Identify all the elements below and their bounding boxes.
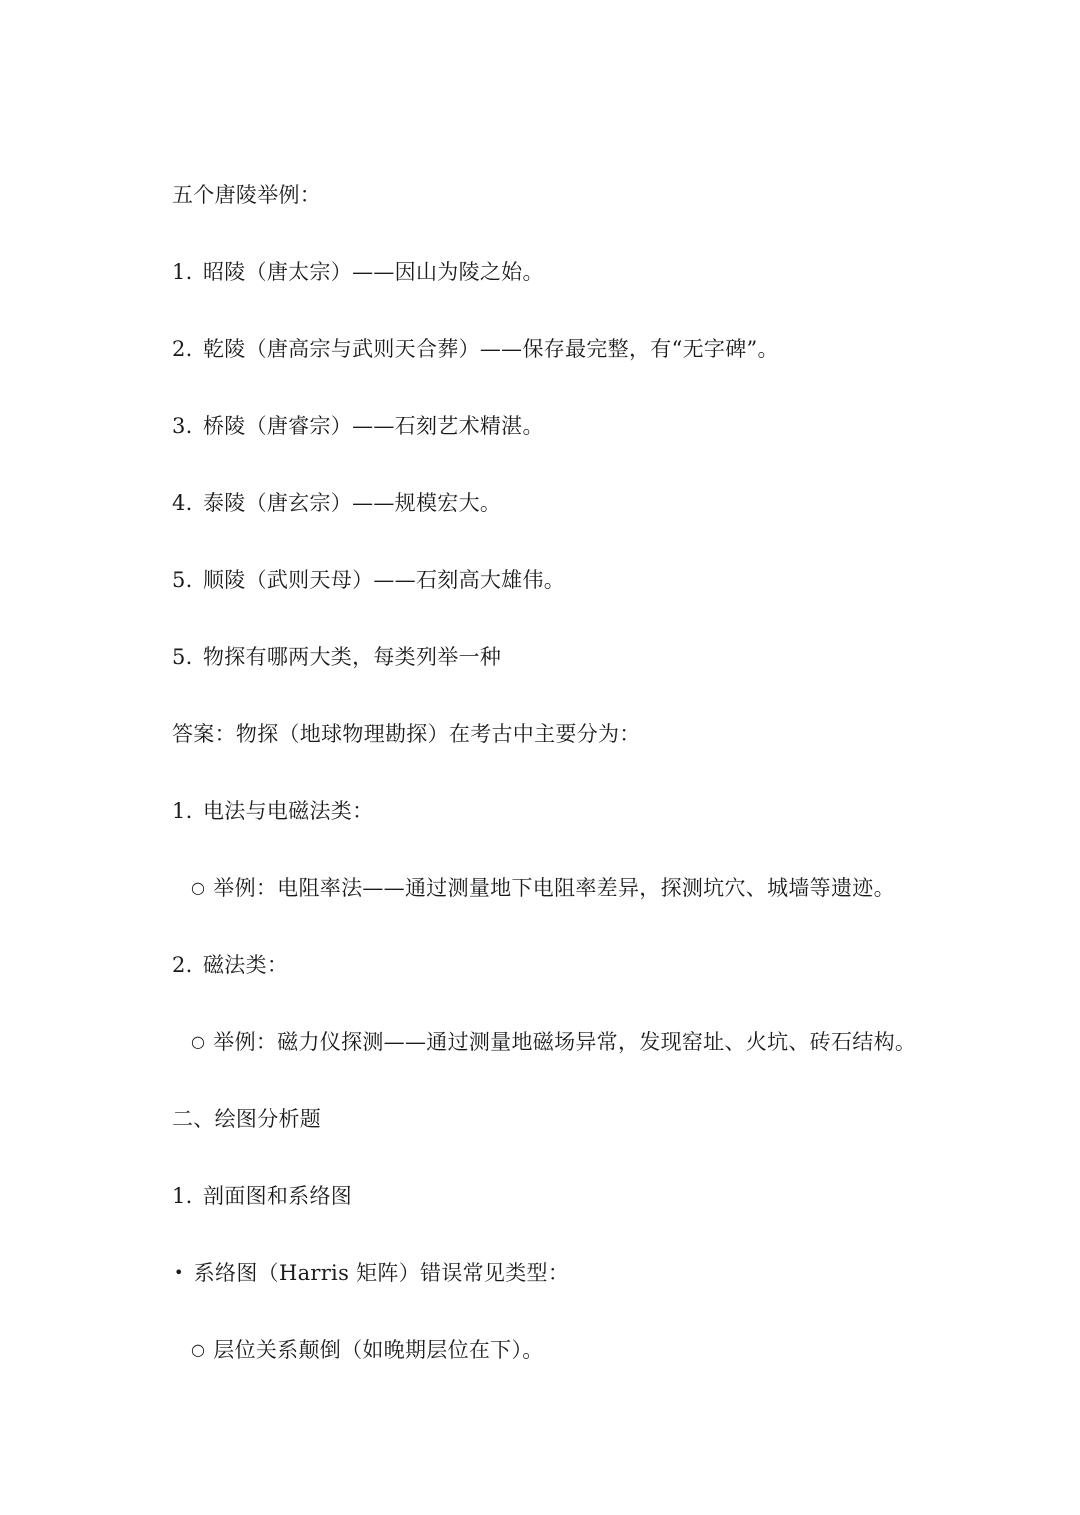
category-1-example <box>191 873 895 903</box>
category-title: 电法与电磁法类： <box>202 799 374 823</box>
hollow-bullet-icon: ○ <box>191 1032 206 1051</box>
list-number: 2. <box>172 337 193 361</box>
list-item-text: 顺陵（武则天母）——石刻高大雄伟。 <box>202 568 566 592</box>
list-number: 1. <box>172 799 193 823</box>
intro-text: 五个唐陵举例： <box>172 183 322 207</box>
hollow-bullet-icon: ○ <box>191 1340 206 1359</box>
list-number: 2. <box>172 953 193 977</box>
question-text: 物探有哪两大类，每类列举一种 <box>202 645 502 669</box>
list-number: 5. <box>172 568 193 592</box>
category-2-heading <box>172 950 288 980</box>
bullet-icon: • <box>174 1263 184 1282</box>
list-item-tomb-3 <box>172 411 544 441</box>
question-line <box>172 642 501 672</box>
subsection-title: 剖面图和系络图 <box>202 1184 353 1208</box>
section-heading <box>172 1104 321 1134</box>
list-item-tomb-1 <box>172 257 544 287</box>
hollow-bullet-icon: ○ <box>191 878 206 897</box>
example-text: 举例：电阻率法——通过测量地下电阻率差异，探测坑穴、城墙等遗迹。 <box>213 876 895 900</box>
error-text: 层位关系颠倒（如晚期层位在下）。 <box>213 1338 544 1362</box>
question-number: 5. <box>172 645 193 669</box>
list-item-tomb-5 <box>172 565 565 595</box>
list-item-text: 泰陵（唐玄宗）——规模宏大。 <box>202 491 502 515</box>
section-title: 二、绘图分析题 <box>172 1107 322 1131</box>
intro-heading <box>172 180 321 210</box>
list-number: 4. <box>172 491 193 515</box>
list-item-tomb-4 <box>172 488 501 518</box>
list-number: 1. <box>172 1184 193 1208</box>
answer-line <box>172 719 641 749</box>
list-item-text: 乾陵（唐高宗与武则天合葬）——保存最完整，有“无字碑”。 <box>202 337 779 361</box>
list-item-text: 桥陵（唐睿宗）——石刻艺术精湛。 <box>202 414 544 438</box>
harris-bullet-line <box>174 1258 569 1288</box>
list-item-text: 昭陵（唐太宗）——因山为陵之始。 <box>202 260 544 284</box>
subsection-heading <box>172 1181 352 1211</box>
list-number: 3. <box>172 414 193 438</box>
answer-text: 答案：物探（地球物理勘探）在考古中主要分为： <box>172 722 641 746</box>
example-text: 举例：磁力仪探测——通过测量地磁场异常，发现窑址、火坑、砖石结构。 <box>213 1030 917 1054</box>
list-number: 1. <box>172 260 193 284</box>
list-item-tomb-2 <box>172 334 779 364</box>
bullet-text: 系络图（Harris 矩阵）错误常见类型： <box>193 1261 570 1285</box>
error-item-1 <box>191 1335 544 1365</box>
category-1-heading <box>172 796 373 826</box>
category-2-example <box>191 1027 916 1057</box>
category-title: 磁法类： <box>202 953 289 977</box>
